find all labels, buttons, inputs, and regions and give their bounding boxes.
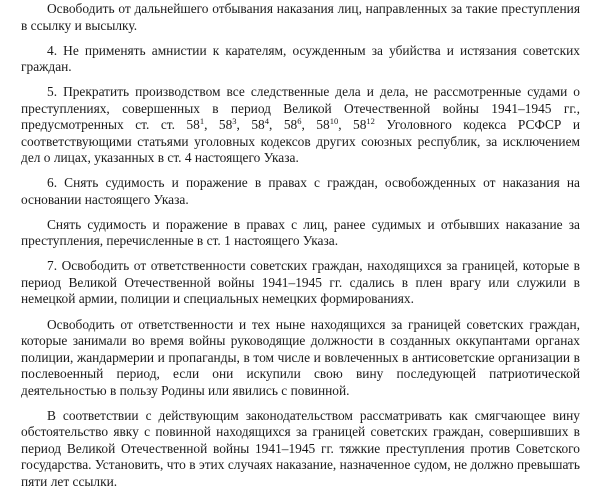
paragraph-article-5 [21,84,580,167]
text-run: 7. Освободить от ответственности советских граждан, находящихся за границей, которые в период Великой Отечественной войны 1941–1945 гг. сдались в плен врагу или служили в немецкой армии, полиции и специальных немецких формированиях. [21,258,580,307]
text-run: В соответствии с действующим законодательством рассматривать как смягчающее вину обстоятельство явку с повинной находящихся за границей советских граждан, совершивших в период Великой Отечественной войны 1941–1945 гг. тяжкие преступления против Советского государства. Установить, что в этих случаях наказание, назначенное судом, не должно превышать пяти лет ссылки. [21,407,580,489]
paragraph-article-7-continued [21,317,580,400]
paragraph-gap [21,308,580,317]
article-number-superscript: 6 [297,116,302,127]
text-run: 5. Прекратить производством все следственные дела и дела, не рассмотренные судами о преступлениях, совершенных в период Великой Отечественной войны 1941–1945 гг., предусмотренных ст. ст. 58 [21,84,580,133]
paragraph-article-6 [21,175,580,208]
text-run: 4. Не применять амнистии к карателям, осужденным за убийства и истязания советских граждан. [21,42,580,75]
text-run: Уголовного кодекса РСФСР и соответствующими статьями уголовных кодексов других союзных республик, за исключением дел о лицах, указанных в ст. 4 настоящего Указа. [21,117,580,166]
paragraph-gap [21,208,580,217]
paragraph-article-6-continued [21,217,580,250]
paragraph-gap [21,250,580,259]
article-number-superscript: 1 [199,116,205,127]
paragraph-gap [21,167,580,176]
paragraph-gap [21,76,580,85]
paragraph-article-7-mitigation [21,408,580,491]
paragraph-gap [21,34,580,43]
text-run: , 58 [204,117,233,133]
text-run: , 58 [269,117,298,133]
article-number-superscript: 10 [329,116,339,127]
text-run: Освободить от дальнейшего отбывания наказания лиц, направленных за такие преступления в ссылку и высылку. [21,1,580,33]
paragraph-article-4 [21,43,580,76]
text-run: 6. Снять судимость и поражение в правах с граждан, освобожденных от наказания на основании настоящего Указа. [21,175,580,207]
article-number-superscript: 4 [264,116,270,127]
article-number-superscript: 3 [232,116,237,127]
paragraph-release-exile [21,1,580,34]
text-run: , 58 [301,117,330,133]
text-run: , 58 [338,117,367,133]
paragraph-gap [21,399,580,408]
article-number-superscript: 12 [366,116,375,127]
text-run: Освободить от ответственности и тех ныне находящихся за границей советских граждан, которые занимали во время войны руководящие должности в созданных оккупантами органах полиции, жандармерии и пропаганды, в том числе и вовлеченных в антисоветские организации в послевоенный период, если они искупили свою вину последующей патриотической деятельностью в пользу Родины или явились с повинной. [21,316,580,398]
text-run: , 58 [236,117,265,133]
paragraph-article-7 [21,258,580,308]
text-run: Снять судимость и поражение в правах с лиц, ранее судимых и отбывших наказание за преступления, перечисленные в ст. 1 настоящего Указа. [21,216,580,249]
